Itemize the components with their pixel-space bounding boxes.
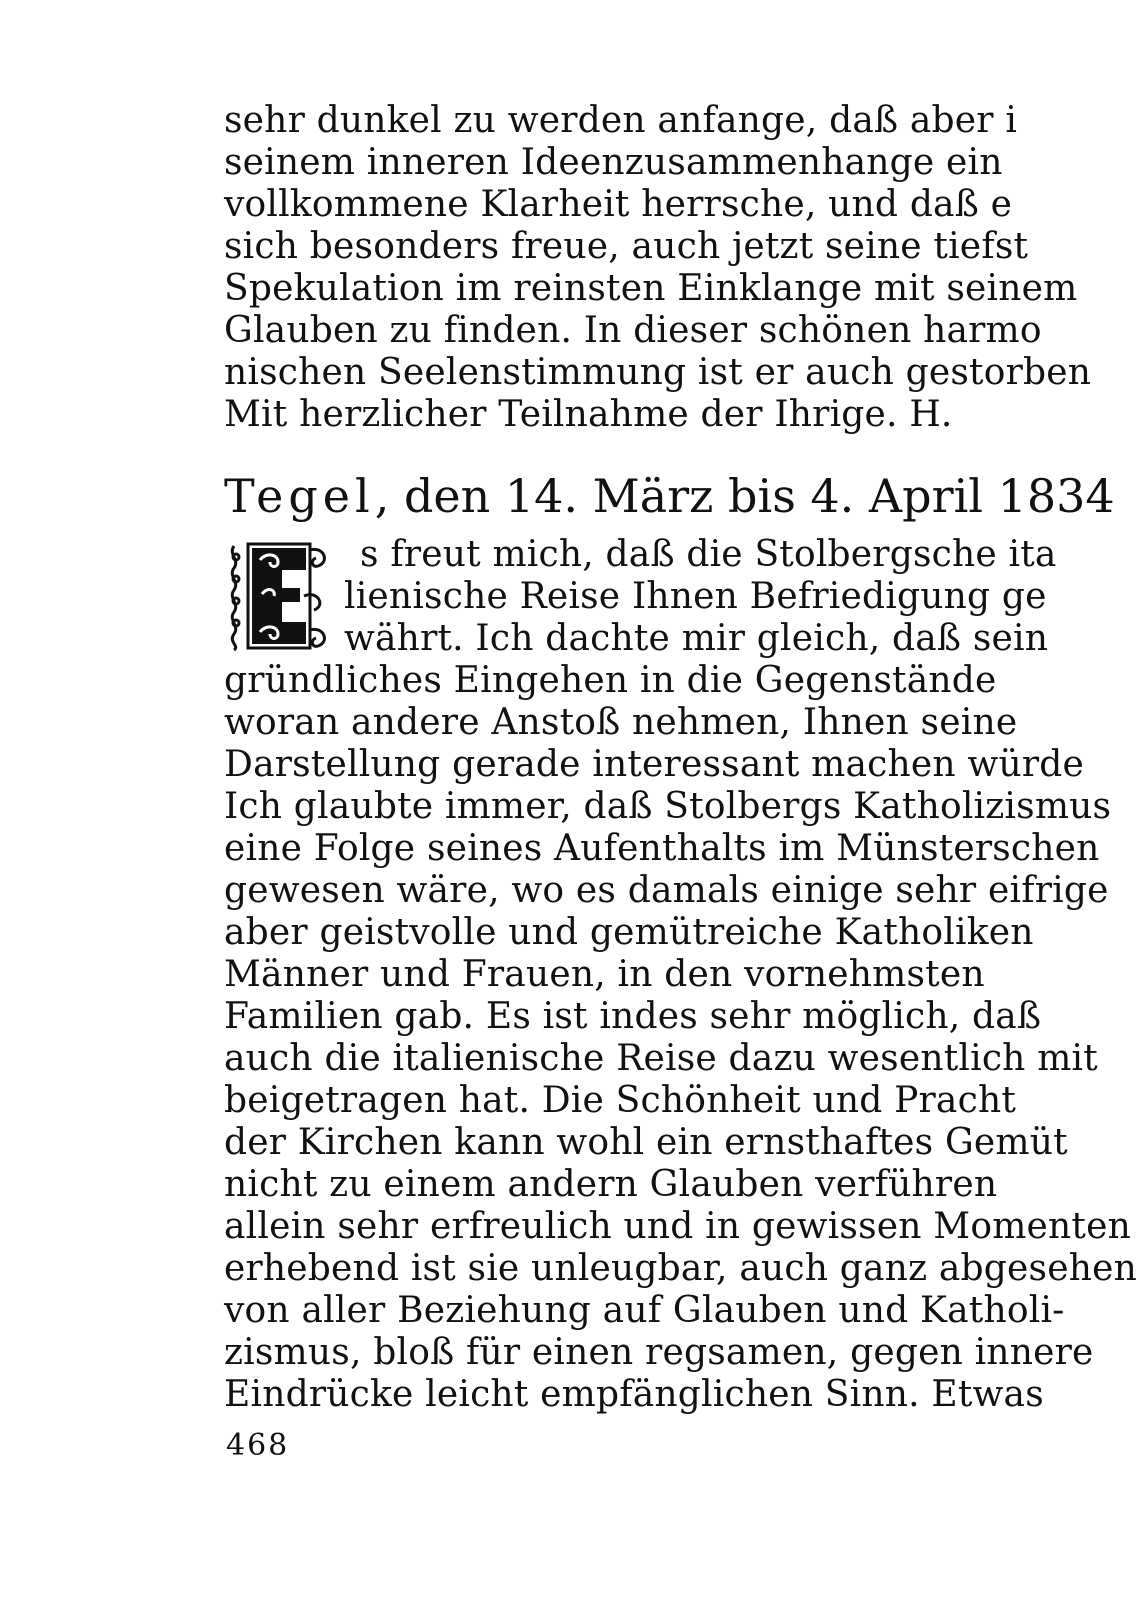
page-number: 468	[226, 1428, 290, 1463]
text-line: Spekulation im reinsten Einklange mit seinem	[224, 268, 1078, 309]
text-line: der Kirchen kann wohl ein ernsthaftes Gemüt	[224, 1122, 1068, 1163]
text-line: Glauben zu finden. In dieser schönen harmo	[224, 310, 1042, 351]
text-line: Familien gab. Es ist indes sehr möglich, daß	[224, 996, 1042, 1037]
text-line: allein sehr erfreulich und in gewissen Momenten	[224, 1206, 1131, 1247]
text-line: woran andere Anstoß nehmen, Ihnen seine	[224, 702, 1018, 743]
text-line: Darstellung gerade interessant machen würde	[224, 744, 1085, 785]
text-line: erhebend ist sie unleugbar, auch ganz abgesehen	[224, 1248, 1137, 1289]
text-line: gewesen wäre, wo es damals einige sehr eifrige	[224, 870, 1109, 911]
text-line: sehr dunkel zu werden anfange, daß aber i	[224, 100, 1018, 141]
text-line: aber geistvolle und gemütreiche Katholiken	[224, 912, 1034, 953]
text-line: nicht zu einem andern Glauben verführen	[224, 1164, 998, 1205]
text-line: eine Folge seines Aufenthalts im Münsterschen	[224, 828, 1100, 869]
heading-place: Tegel	[224, 469, 375, 523]
text-line: auch die italienische Reise dazu wesentlich mit	[224, 1038, 1098, 1079]
signature-line: Mit herzlicher Teilnahme der Ihrige. H.	[224, 394, 953, 435]
heading-date: , den 14. März bis 4. April 1834	[374, 469, 1115, 523]
ornamental-initial-e-icon	[226, 540, 334, 652]
text-line: s freut mich, daß die Stolbergsche ita	[360, 534, 1057, 575]
text-line: Männer und Frauen, in den vornehmsten	[224, 954, 985, 995]
text-line: seinem inneren Ideenzusammenhange ein	[224, 142, 1003, 183]
text-line: Ich glaubte immer, daß Stolbergs Katholizismus	[224, 786, 1112, 827]
text-line: vollkommene Klarheit herrsche, und daß e	[224, 184, 1013, 225]
text-line: gründliches Eingehen in die Gegenstände	[224, 660, 997, 701]
text-line: währt. Ich dachte mir gleich, daß sein	[344, 618, 1049, 659]
text-line: Eindrücke leicht empfänglichen Sinn. Etwas	[224, 1374, 1044, 1415]
text-line: lienische Reise Ihnen Befriedigung ge	[344, 576, 1047, 617]
text-line: zismus, bloß für einen regsamen, gegen innere	[224, 1332, 1094, 1373]
text-line: beigetragen hat. Die Schönheit und Pracht	[224, 1080, 1017, 1121]
letter-heading	[224, 468, 1115, 524]
text-line: sich besonders freue, auch jetzt seine tiefst	[224, 226, 1029, 267]
text-line: von aller Beziehung auf Glauben und Katholi-	[224, 1290, 1065, 1331]
text-line: nischen Seelenstimmung ist er auch gestorben	[224, 352, 1092, 393]
